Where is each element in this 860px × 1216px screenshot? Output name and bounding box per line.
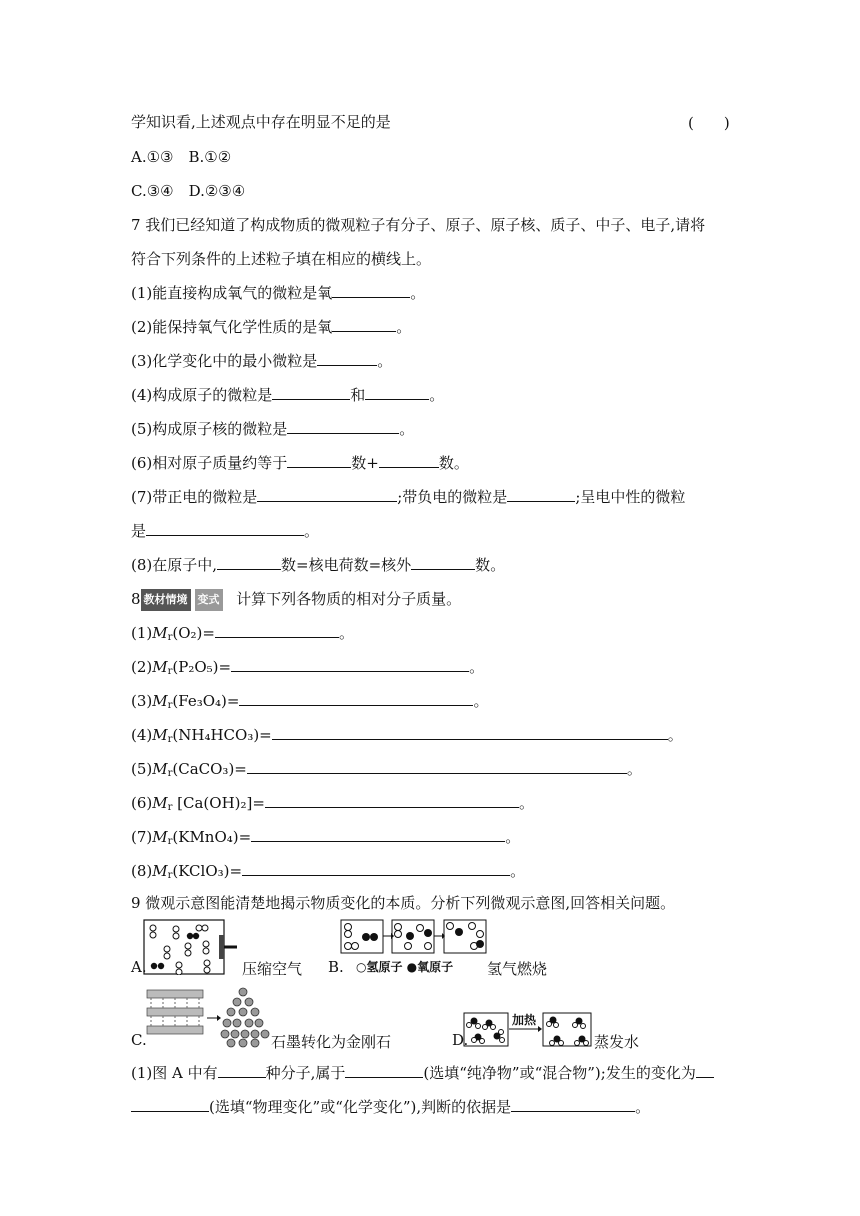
q8-item-8: $(8)M_r(KClO_3)=$ 。 <box>131 862 526 881</box>
q7-stem-line1: 7 我们已经知道了构成物质的微观粒子有分子、原子、原子核、质子、中子、电子,请将 <box>131 216 706 234</box>
answer-blank[interactable] <box>242 861 510 876</box>
answer-blank[interactable] <box>217 555 281 570</box>
figure-c-label: 石墨转化为金刚石 <box>271 1033 392 1051</box>
answer-blank[interactable] <box>365 385 429 400</box>
answer-blank[interactable] <box>131 1097 209 1112</box>
figure-a-label: 压缩空气 <box>242 960 303 978</box>
q7-part1: (1)能直接构成氧气的微粒是氧 。 <box>131 284 426 302</box>
answer-blank[interactable] <box>146 521 304 536</box>
answer-blank[interactable] <box>257 487 397 502</box>
answer-blank[interactable] <box>247 759 627 774</box>
q7-part4: (4)构成原子的微粒是 和 。 <box>131 386 445 404</box>
figure-a-compressed-air <box>143 919 238 975</box>
figure-b-hydrogen-combustion <box>340 919 488 955</box>
oxygen-atom-legend: ●氧原子 <box>406 960 454 974</box>
q8-item-4: $(4)M_r(NH_4HCO_3)=$ 。 <box>131 726 683 745</box>
figure-c-letter: C. <box>131 1031 147 1049</box>
heat-label: 加热 <box>512 1013 537 1027</box>
answer-blank[interactable] <box>251 827 505 842</box>
q6-options-row2: C.③④ D.②③④ <box>131 182 246 200</box>
q7-part6: (6)相对原子质量约等于 数+ 数。 <box>131 454 469 472</box>
figure-a-letter: A. <box>131 958 147 976</box>
variant-tag: 变式 <box>195 589 223 611</box>
q7-part3: (3)化学变化中的最小微粒是 。 <box>131 352 393 370</box>
q8-stem: 8 教材情境 变式 计算下列各物质的相对分子质量。 <box>131 589 461 611</box>
answer-blank[interactable] <box>332 317 396 332</box>
figure-b-label: 氢气燃烧 <box>487 960 548 978</box>
answer-blank[interactable] <box>332 283 410 298</box>
answer-blank[interactable] <box>231 657 469 672</box>
answer-blank[interactable] <box>345 1063 423 1078</box>
q6-stem-tail: 学知识看,上述观点中存在明显不足的是 <box>131 113 391 131</box>
answer-blank[interactable] <box>287 419 399 434</box>
q8-item-5: $(5)M_r(CaCO_3)=$ 。 <box>131 760 642 779</box>
answer-blank[interactable] <box>411 555 475 570</box>
answer-blank[interactable] <box>265 793 519 808</box>
answer-blank[interactable] <box>511 1097 635 1112</box>
answer-blank[interactable] <box>239 691 473 706</box>
q6-options-row1: A.①③ B.①② <box>131 148 232 166</box>
textbook-context-tag: 教材情境 <box>141 589 191 611</box>
figure-d-letter: D. <box>452 1031 469 1049</box>
figure-d-label: 蒸发水 <box>594 1033 640 1051</box>
q7-part5: (5)构成原子核的微粒是 。 <box>131 420 415 438</box>
q7-part8: (8)在原子中, 数=核电荷数=核外 数。 <box>131 556 506 574</box>
q8-item-3: $(3)M_r(Fe_3O_4)=$ 。 <box>131 692 489 711</box>
q7-part2: (2)能保持氧气化学性质的是氧 。 <box>131 318 412 336</box>
q9-part1-cont: (选填“物理变化”或“化学变化”),判断的依据是 。 <box>131 1097 650 1117</box>
q7-part7: (7)带正电的微粒是 ;带负电的微粒是 ;呈电中性的微粒 <box>131 488 686 506</box>
answer-blank[interactable] <box>696 1063 714 1078</box>
answer-blank[interactable] <box>272 725 668 740</box>
answer-blank[interactable] <box>287 453 351 468</box>
answer-blank[interactable] <box>272 385 350 400</box>
q8-item-6: $(6)M_r$ [Ca(OH)₂]= 。 <box>131 794 534 813</box>
q7-stem-line2: 符合下列条件的上述粒子填在相应的横线上。 <box>131 250 432 268</box>
figure-c-graphite-diamond <box>143 986 271 1048</box>
answer-blank[interactable] <box>317 351 377 366</box>
answer-paren: ( ) <box>688 114 730 132</box>
figure-b-letter: B. <box>328 958 344 976</box>
q8-item-7: $(7)M_r(KMnO_4)=$ 。 <box>131 828 521 847</box>
q9-part1: (1)图 A 中有 种分子,属于 (选填“纯净物”或“混合物”);发生的变化为 <box>131 1063 714 1083</box>
answer-blank[interactable] <box>507 487 575 502</box>
q9-stem: 9 微观示意图能清楚地揭示物质变化的本质。分析下列微观示意图,回答相关问题。 <box>131 894 676 912</box>
q8-item-1: $(1)M_r(O_2)=$ 。 <box>131 624 354 643</box>
answer-blank[interactable] <box>215 623 339 638</box>
hydrogen-atom-legend: ○氢原子 <box>356 960 403 974</box>
answer-blank[interactable] <box>218 1063 266 1078</box>
answer-blank[interactable] <box>379 453 439 468</box>
figure-b-legend <box>356 958 453 975</box>
q7-part7-cont: 是 。 <box>131 522 320 540</box>
q8-item-2: $(2)M_r(P_2O_5)=$ 。 <box>131 658 485 677</box>
